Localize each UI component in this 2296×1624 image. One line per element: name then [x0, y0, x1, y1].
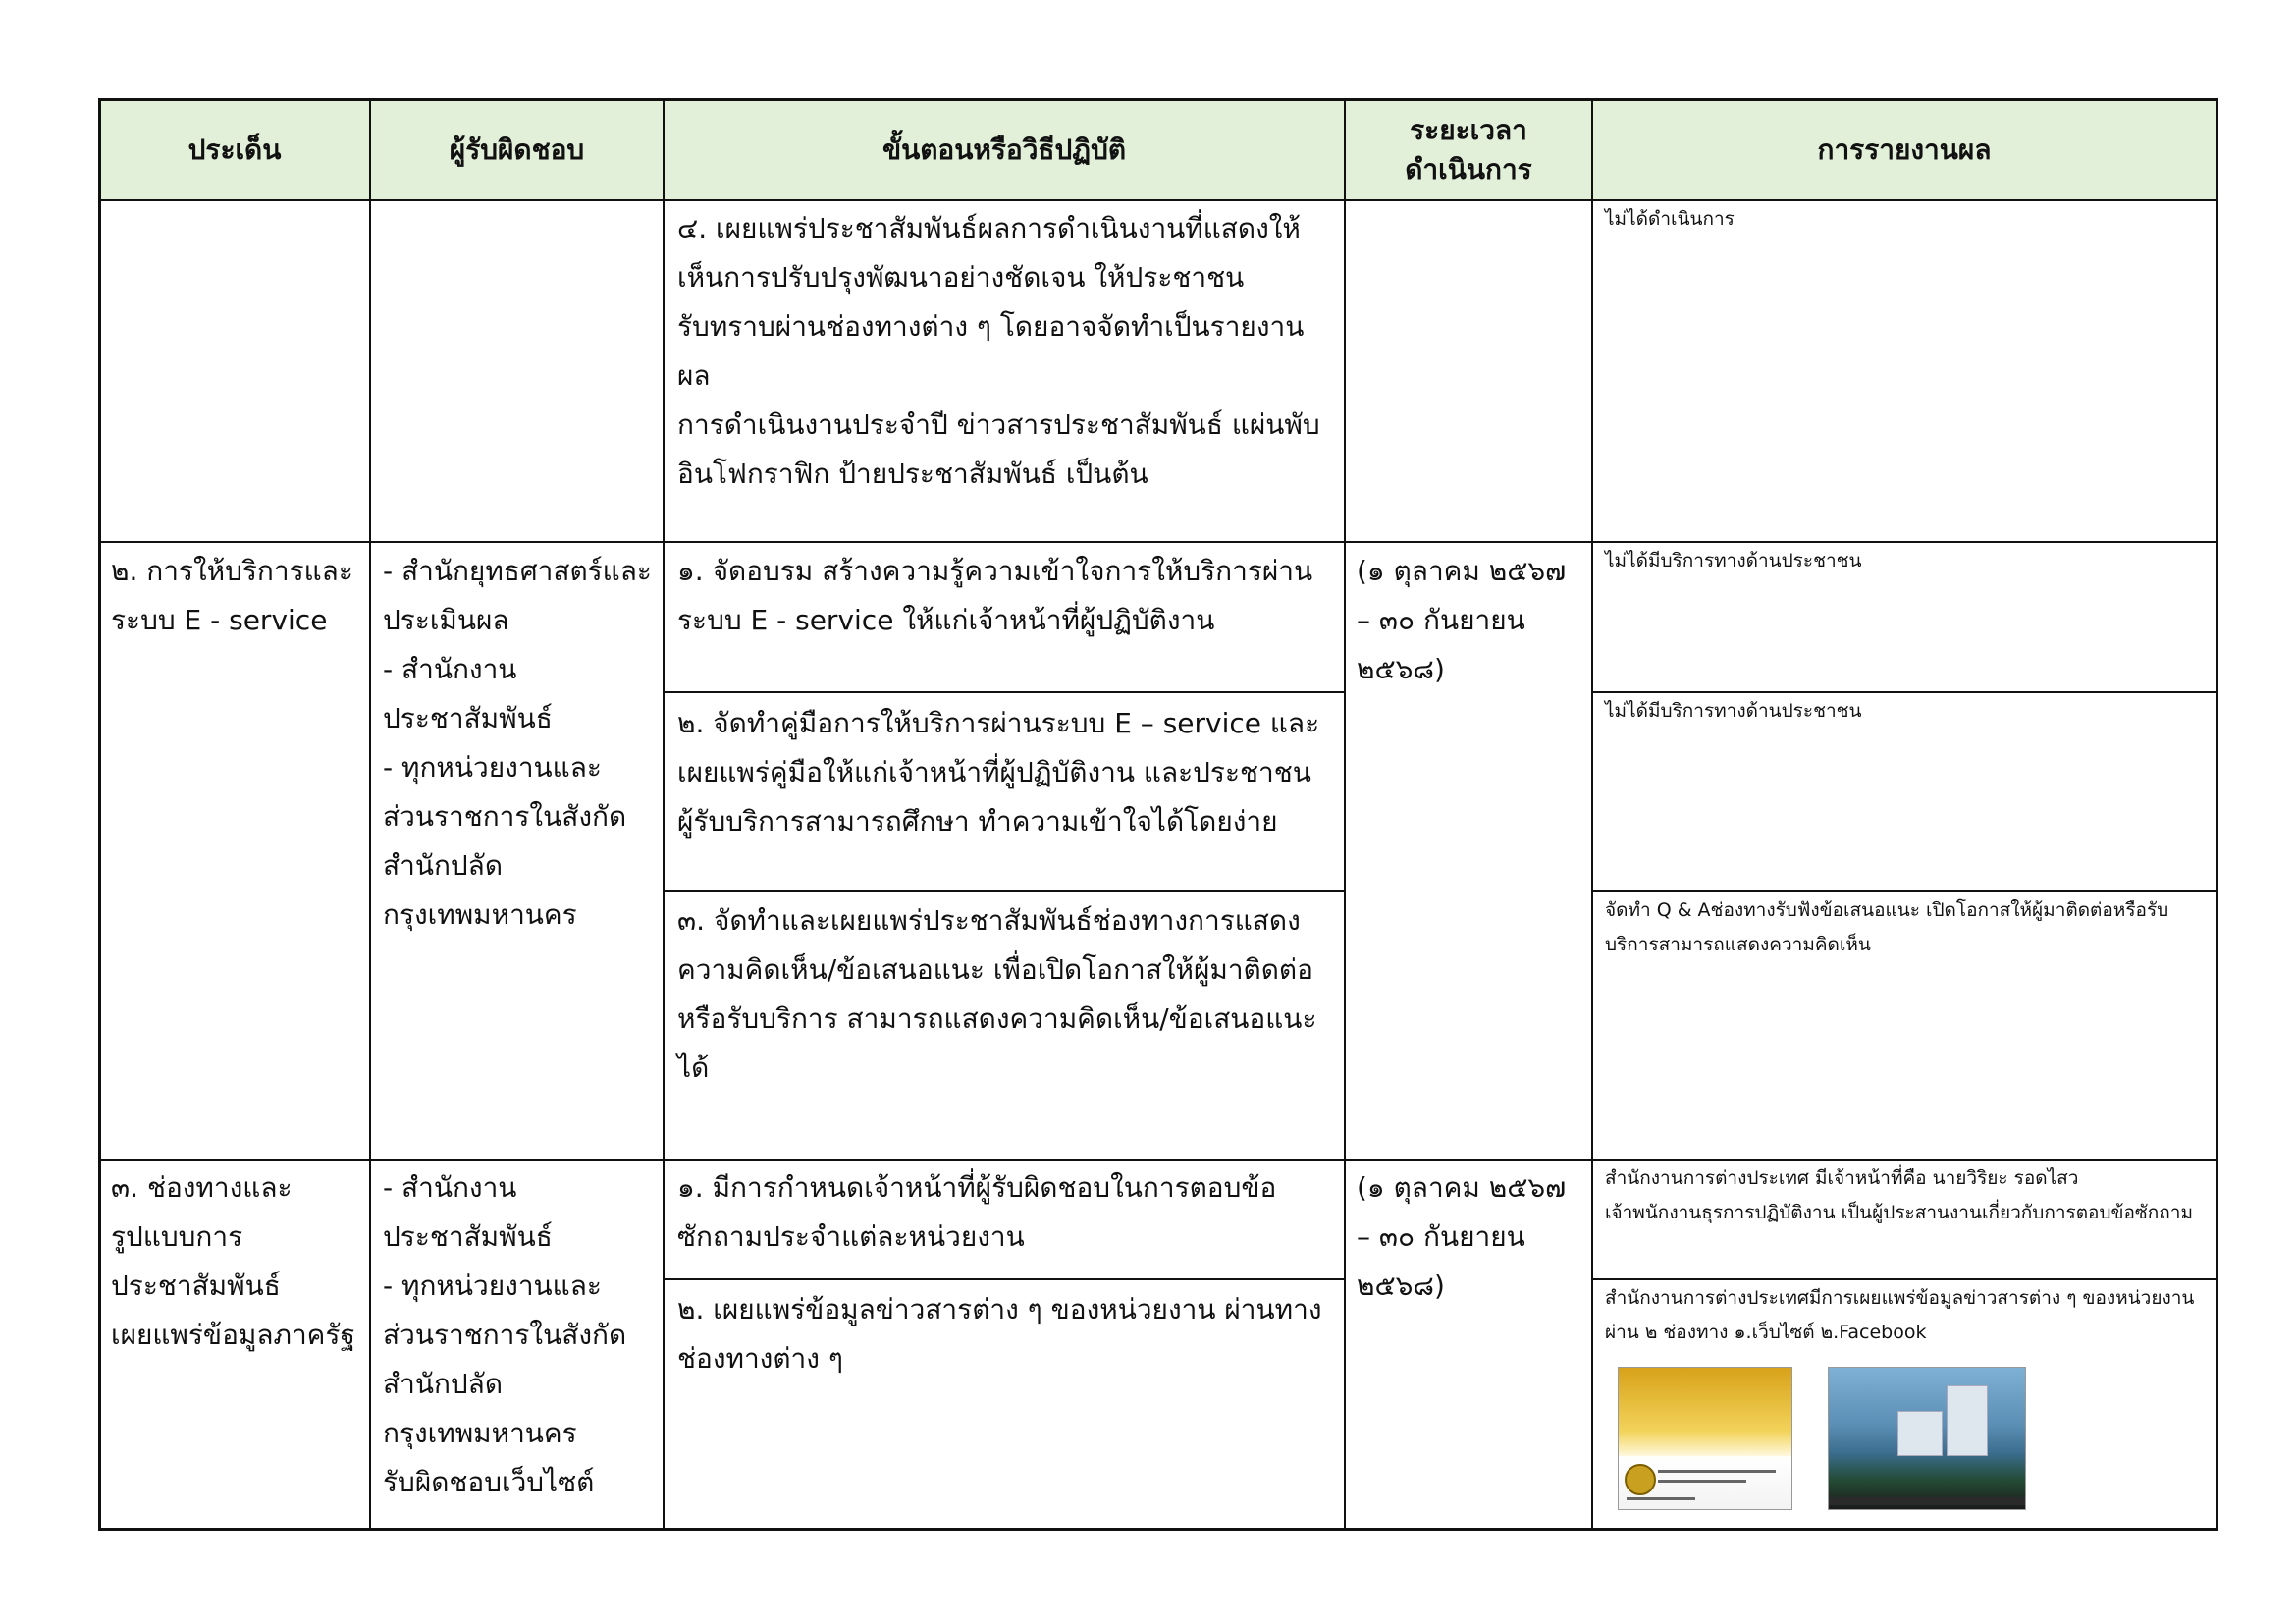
row2-responsible: - สำนักยุทธศาสตร์และ ประเมินผล - สำนักงาน ประชาสัมพันธ์ - ทุกหน่วยงานและ ส่วนราชการในสังกัด สำนักปลัด กรุงเทพมหานคร [383, 555, 652, 931]
row2-report3: จัดทำ Q & Aช่องทางรับฟังข้อเสนอแนะ เปิดโอกาสให้ผู้มาติดต่อหรือรับ บริการสามารถแสดงความคิดเห็น [1605, 899, 2169, 955]
row2-issue: ๒. การให้บริการและ ระบบ E - service [111, 555, 353, 636]
row3-sub-border-steps [663, 1278, 1346, 1280]
row3-responsible: - สำนักงาน ประชาสัมพันธ์ - ทุกหน่วยงานและ ส่วนราชการในสังกัด สำนักปลัด กรุงเทพมหานคร รับผิดชอบเว็บไซต์ [383, 1171, 627, 1498]
row2-sub-border-2-report [1591, 890, 2218, 892]
row2-report2: ไม่ได้มีบริการทางด้านประชาชน [1605, 700, 1862, 722]
table-border-right [2216, 98, 2218, 1530]
header-issue-text: ประเด็น [187, 133, 282, 166]
row2-step3: ๓. จัดทำและเผยแพร่ประชาสัมพันธ์ช่องทางการแสดง ความคิดเห็น/ข้อเสนอแนะ เพื่อเปิดโอกาสให้ผู้มาติดต่อ หรือรับบริการ สามารถแสดงความคิดเห็น/ข้อเสนอแนะ ได้ [677, 904, 1317, 1084]
row1-border-bottom [98, 541, 2218, 543]
row2-border-bottom [98, 1159, 2218, 1161]
website-screenshot-thumbnail [1618, 1367, 1792, 1510]
row2-sub-border-1-steps [663, 691, 1346, 693]
header-period [1345, 99, 1592, 200]
table-border-bottom [98, 1528, 2218, 1531]
thumbnail-text-line [1658, 1470, 1776, 1473]
seal-icon [1625, 1464, 1656, 1495]
header-steps-text: ขั้นตอนหรือวิธีปฏิบัติ [881, 133, 1127, 166]
header-steps [664, 99, 1345, 200]
header-issue [99, 99, 370, 200]
row2-step1: ๑. จัดอบรม สร้างความรู้ความเข้าใจการให้บริการผ่าน ระบบ E - service ให้แก่เจ้าหน้าที่ผู้ปฏิบัติงาน [677, 555, 1313, 636]
row3-step1: ๑. มีการกำหนดเจ้าหน้าที่ผู้รับผิดชอบในการตอบข้อ ซักถามประจำแต่ละหน่วยงาน [677, 1171, 1277, 1253]
row3-sub-border-report [1591, 1278, 2218, 1280]
table-border-col4 [1591, 98, 1593, 1530]
row2-sub-border-2-steps [663, 890, 1346, 892]
table-border-col2 [663, 98, 665, 1530]
header-responsible-text: ผู้รับผิดชอบ [449, 133, 585, 166]
header-period-line1: ระยะเวลา [1410, 113, 1527, 146]
header-report-text: การรายงานผล [1817, 133, 1992, 166]
building-graphic [1897, 1411, 1943, 1456]
table-border-top [98, 98, 2218, 101]
table-border-left [98, 98, 101, 1530]
building-graphic [1947, 1385, 1988, 1456]
row3-issue: ๓. ช่องทางและ รูปแบบการ ประชาสัมพันธ์ เผยแพร่ข้อมูลภาครัฐ [111, 1171, 355, 1351]
row3-report1: สำนักงานการต่างประเทศ มีเจ้าหน้าที่คือ นายวิริยะ รอดไสว เจ้าพนักงานธุรการปฏิบัติงาน เป็นผู้ประสานงานเกี่ยวกับการตอบข้อซักถาม [1605, 1167, 2194, 1223]
row3-step2: ๒. เผยแพร่ข้อมูลข่าวสารต่าง ๆ ของหน่วยงาน ผ่านทาง ช่องทางต่าง ๆ [677, 1293, 1322, 1375]
row2-report1: ไม่ได้มีบริการทางด้านประชาชน [1605, 550, 1862, 571]
thumbnail-bar [1829, 1497, 2025, 1505]
table-border-col1 [369, 98, 371, 1530]
facebook-screenshot-thumbnail [1828, 1367, 2026, 1510]
row1-step4: ๔. เผยแพร่ประชาสัมพันธ์ผลการดำเนินงานที่แสดงให้ เห็นการปรับปรุงพัฒนาอย่างชัดเจน ให้ประชาชน รับทราบผ่านช่องทางต่าง ๆ โดยอาจจัดทำเป็นรายงานผล การดำเนินงานประจำปี ข่าวสารประชาสัมพันธ์ แผ่นพับ อินโฟกราฟิก ป้ายประชาสัมพันธ์ เป็นต้น [677, 212, 1320, 490]
row1-report4: ไม่ได้ดำเนินการ [1605, 208, 1735, 230]
row3-report2: สำนักงานการต่างประเทศมีการเผยแพร่ข้อมูลข่าวสารต่าง ๆ ของหน่วยงาน ผ่าน ๒ ช่องทาง ๑.เว็บไซต์ ๒.Facebook [1605, 1287, 2195, 1343]
row2-step2: ๒. จัดทำคู่มือการให้บริการผ่านระบบ E – service และ เผยแพร่คู่มือให้แก่เจ้าหน้าที่ผู้ปฏิบัติงาน และประชาชน ผู้รับบริการสามารถศึกษา ทำความเข้าใจได้โดยง่าย [677, 707, 1320, 838]
row2-period: (๑ ตุลาคม ๒๕๖๗ – ๓๐ กันยายน ๒๕๖๘) [1357, 555, 1567, 685]
header-report [1592, 99, 2216, 200]
header-border-bottom [98, 199, 2218, 201]
header-period-line2: ดำเนินการ [1405, 152, 1532, 186]
header-responsible [370, 99, 664, 200]
thumbnail-text-line [1658, 1480, 1746, 1483]
row2-sub-border-1-report [1591, 691, 2218, 693]
thumbnail-text-line [1627, 1497, 1695, 1500]
table-border-col3 [1344, 98, 1346, 1530]
row3-period: (๑ ตุลาคม ๒๕๖๗ – ๓๐ กันยายน ๒๕๖๘) [1357, 1171, 1567, 1302]
